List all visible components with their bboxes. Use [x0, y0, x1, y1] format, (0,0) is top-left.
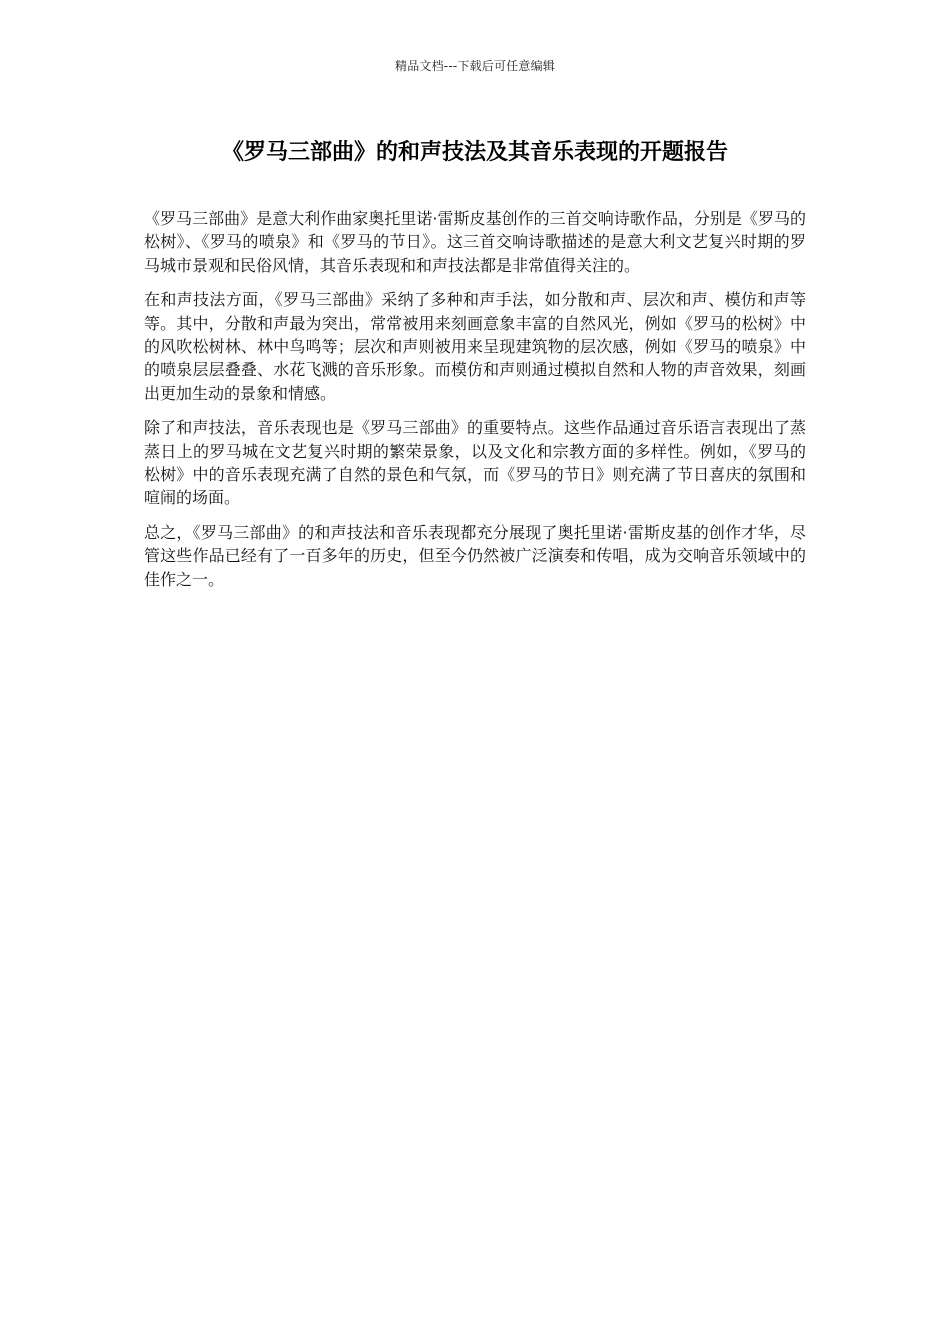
document-title: 《罗马三部曲》的和声技法及其音乐表现的开题报告	[221, 140, 728, 165]
body-paragraph-4: 总之，《罗马三部曲》的和声技法和音乐表现都充分展现了奥托里诺·雷斯皮基的创作才华，尽管这些作品已经有了一百多年的历史，但至今仍然被广泛演奏和传唱，成为交响音乐领域中的佳作之一。	[144, 522, 806, 589]
body-paragraph-2: 在和声技法方面，《罗马三部曲》采纳了多种和声手法，如分散和声、层次和声、模仿和声等等。其中，分散和声最为突出，常常被用来刻画意象丰富的自然风光，例如《罗马的松树》中的风吹松树林、林中鸟鸣等；层次和声则被用来呈现建筑物的层次感，例如《罗马的喷泉》中的喷泉层层叠叠、水花飞溅的音乐形象。而模仿和声则通过模拟自然和人物的声音效果，刻画出更加生动的景象和情感。	[144, 290, 806, 403]
body-paragraph-3: 除了和声技法，音乐表现也是《罗马三部曲》的重要特点。这些作品通过音乐语言表现出了蒸蒸日上的罗马城在文艺复兴时期的繁荣景象，以及文化和宗教方面的多样性。例如，《罗马的松树》中的音乐表现充满了自然的景色和气氛，而《罗马的节日》则充满了节日喜庆的氛围和喧闹的场面。	[144, 418, 806, 508]
header-note: 精品文档---下载后可任意编辑	[395, 59, 555, 73]
document-body	[144, 207, 806, 602]
body-paragraph-1: 《罗马三部曲》是意大利作曲家奥托里诺·雷斯皮基创作的三首交响诗歌作品，分别是《罗马的松树》、《罗马的喷泉》和《罗马的节日》。这三首交响诗歌描述的是意大利文艺复兴时期的罗马城市景观和民俗风情，其音乐表现和和声技法都是非常值得关注的。	[144, 209, 806, 275]
